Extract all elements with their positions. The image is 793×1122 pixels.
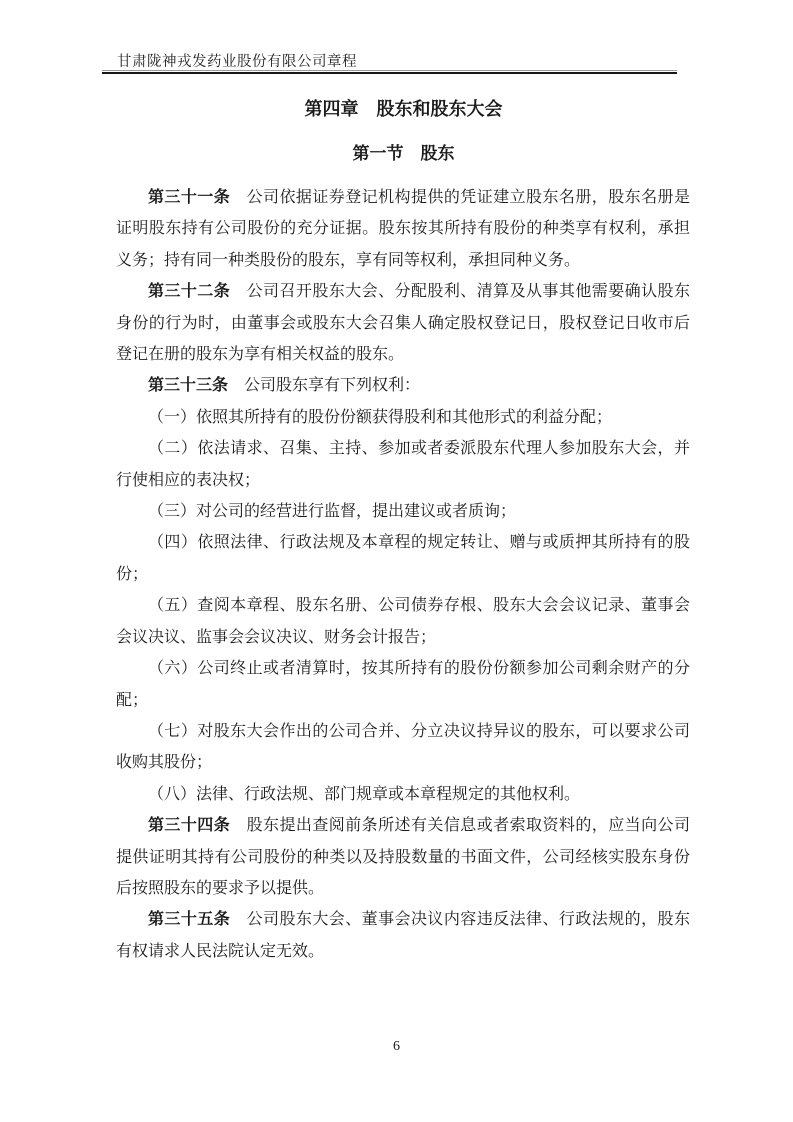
article-number: 第三十二条 [148,283,231,301]
article-number: 第三十三条 [148,377,229,395]
list-item-paragraph [116,590,690,653]
article-paragraph [116,810,690,904]
document-body [116,182,690,967]
list-item-paragraph [116,433,690,496]
paragraph-text: （三）对公司的经营进行监督，提出建议或者质询； [148,503,517,521]
article-number: 第三十五条 [148,911,231,929]
article-paragraph [116,904,690,967]
header-divider-thick-line [102,72,677,74]
list-item-paragraph [116,527,690,590]
paragraph-text: （七）对股东大会作出的公司合并、分立决议持异议的股东，可以要求公司收购其股份； [116,722,690,772]
article-paragraph [116,370,690,401]
page-number: 6 [393,1039,400,1054]
article-number: 第三十四条 [148,817,231,835]
paragraph-text: （四）依照法律、行政法规及本章程的规定转让、赠与或质押其所持有的股份； [116,534,690,583]
paragraph-text: （五）查阅本章程、股东名册、公司债券存根、股东大会会议记录、董事会会议决议、监事会会议决议、财务会计报告； [116,597,690,646]
paragraph-text: （二）依法请求、召集、主持、参加或者委派股东代理人参加股东大会，并行使相应的表决权； [116,440,690,489]
list-item-paragraph [116,653,690,716]
paragraph-text: （一）依照其所持有的股份份额获得股利和其他形式的利益分配； [148,408,613,426]
article-number: 第三十一条 [148,189,231,206]
list-item-paragraph [116,402,690,433]
article-paragraph [116,276,690,370]
list-item-paragraph [116,716,690,779]
paragraph-text: （八）法律、行政法规、部门规章或本章程规定的其他权利。 [148,785,581,803]
list-item-paragraph [116,779,690,810]
section-heading: 第一节 股东 [352,144,455,163]
paragraph-text: 公司股东大会、董事会决议内容违反法律、行政法规的，股东有权请求人民法院认定无效。 [116,911,690,960]
paragraph-text: 公司召开股东大会、分配股利、清算及从事其他需要确认股东身份的行为时，由董事会或股东大会召集人确定股权登记日，股权登记日收市后登记在册的股东为享有相关权益的股东。 [116,283,690,364]
article-paragraph [116,182,690,276]
list-item-paragraph [116,496,690,527]
header-divider [102,70,677,74]
page-header-title: 甘肃陇神戎发药业股份有限公司章程 [117,54,357,70]
paragraph-text: 公司依据证券登记机构提供的凭证建立股东名册，股东名册是证明股东持有公司股份的充分证据。股东按其所持有股份的种类享有权利，承担义务；持有同一种类股份的股东，享有同等权利，承担同种义务。 [116,189,690,269]
paragraph-text: 股东提出查阅前条所述有关信息或者索取资料的，应当向公司提供证明其持有公司股份的种类以及持股数量的书面文件，公司经核实股东身份后按照股东的要求予以提供。 [116,817,690,897]
paragraph-text: （六）公司终止或者清算时，按其所持有的股份份额参加公司剩余财产的分配； [116,660,690,709]
chapter-heading: 第四章 股东和股东大会 [304,99,503,119]
paragraph-text: 公司股东享有下列权利： [228,377,421,395]
